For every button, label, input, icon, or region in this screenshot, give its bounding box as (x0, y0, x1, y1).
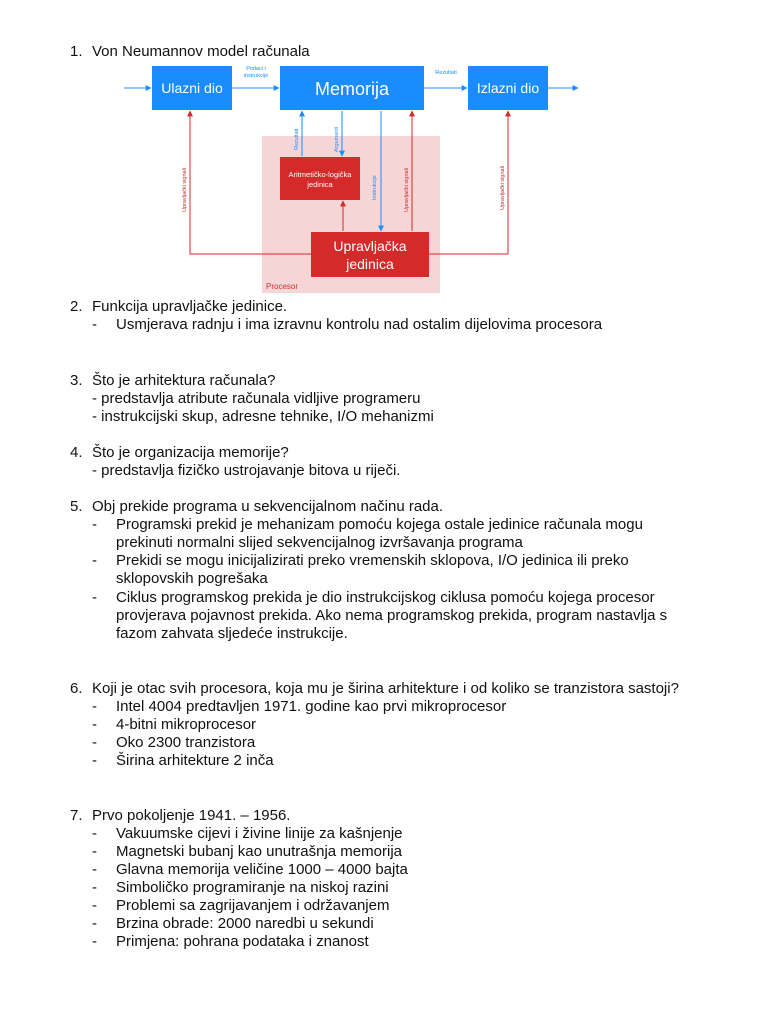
bullet-text: Glavna memorija veličine 1000 – 4000 bajta (116, 861, 408, 878)
bullet-dash: - (92, 552, 97, 569)
bullet-text: Prekidi se mogu inicijalizirati preko vremenskih sklopova, I/O jedinica ili preko sklopovskih pogrešaka (116, 552, 629, 587)
bullet-text: Brzina obrade: 2000 naredbi u sekundi (116, 915, 374, 932)
bullet-dash: - (92, 516, 97, 533)
alu-label-1: Aritmetičko-logička (288, 170, 352, 179)
bullet-dash: - (92, 879, 97, 896)
bullet-text: Širina arhitekture 2 inča (116, 752, 274, 769)
bullet-text: Magnetski bubanj kao unutrašnja memorija (116, 843, 402, 860)
control-label-2: jedinica (346, 256, 394, 272)
question-2 (70, 298, 287, 316)
input-label: Ulazni dio (161, 80, 223, 96)
question-7 (70, 807, 290, 825)
question-text: Što je organizacija memorije? (92, 444, 289, 461)
edge-label-arguments: Argumenti (334, 126, 340, 152)
question-number: 2. (70, 298, 83, 315)
bullet-dash: - (92, 843, 97, 860)
memory-label: Memorija (314, 79, 390, 99)
question-5 (70, 498, 443, 516)
bullet-text: Usmjerava radnju i ima izravnu kontrolu nad ostalim dijelovima procesora (116, 316, 603, 333)
edge-label-data-1: Podaci i (246, 66, 266, 72)
edge-label-results-mem: Rezultati (294, 128, 300, 150)
question-text: Obj prekide programa u sekvencijalnom načinu rada. (92, 498, 444, 515)
bullet-text: Intel 4004 predtavljen 1971. godine kao prvi mikroprocesor (116, 698, 507, 715)
bullet-dash: - (92, 734, 97, 751)
bullet-dash: - (92, 316, 97, 333)
edge-label-ctrl-right: Upravljački signali (500, 165, 506, 210)
edge-label-data-2: instrukcije (243, 73, 269, 79)
bullet-dash: - (92, 861, 97, 878)
question-number: 4. (70, 444, 83, 461)
bullet-dash: - (92, 752, 97, 769)
output-label: Izlazni dio (476, 80, 540, 96)
bullet-text: Vakuumske cijevi i živine linije za kašnjenje (116, 825, 403, 842)
bullet-text: Primjena: pohrana podataka i znanost (116, 933, 369, 950)
alu-label-2: jedinica (307, 180, 333, 189)
control-label-1: Upravljačka (333, 238, 407, 254)
question-text: Što je arhitektura računala? (92, 372, 276, 389)
question-3 (70, 372, 275, 390)
question-number: 5. (70, 498, 83, 515)
bullet-dash: - (92, 825, 97, 842)
bullet-text: Problemi sa zagrijavanjem i održavanjem (116, 897, 390, 914)
bullet-text: 4-bitni mikroprocesor (116, 716, 257, 733)
question-number: 1. (70, 43, 83, 60)
answer-line: - instrukcijski skup, adresne tehnike, I/O mehanizmi (92, 408, 434, 425)
question-text: Prvo pokoljenje 1941. – 1956. (92, 807, 291, 824)
question-number: 6. (70, 680, 83, 697)
bullet-text: Ciklus programskog prekida je dio instrukcijskog ciklusa pomoću kojega procesor provjerava pojavnost prekida. Ako nema programskog prekida, program nastavlja s fazom zahvata sljedeće instrukcije. (116, 589, 668, 642)
question-text: Koji je otac svih procesora, koja mu je širina arhitekture i od koliko se tranzistora sastoji? (92, 680, 679, 697)
question-text: Funkcija upravljačke jedinice. (92, 298, 288, 315)
question-text: Von Neumannov model računala (92, 43, 310, 60)
edge-label-results-top: Rezultati (435, 70, 457, 76)
question-6 (70, 680, 720, 698)
arrow-control-output (429, 111, 508, 254)
bullet-dash: - (92, 897, 97, 914)
edge-label-ctrl-left: Upravljački signali (182, 167, 188, 212)
edge-label-instructions: Instrukcije (372, 175, 378, 200)
bullet-text: Programski prekid je mehanizam pomoću kojega ostale jedinice računala mogu prekinuti normalni slijed sekvencijalnog izvršavanja programa (116, 516, 643, 551)
answer-line: - predstavlja fizičko ustrojavanje bitova u riječi. (92, 462, 401, 479)
edge-label-ctrl-mid: Upravljački signali (404, 167, 410, 212)
question-number: 7. (70, 807, 83, 824)
bullet-dash: - (92, 915, 97, 932)
bullet-dash: - (92, 716, 97, 733)
answer-line: - predstavlja atribute računala vidljive programeru (92, 390, 421, 407)
bullet-dash: - (92, 589, 97, 606)
bullet-text: Simboličko programiranje na niskoj razini (116, 879, 389, 896)
bullet-dash: - (92, 933, 97, 950)
von-neumann-diagram (0, 0, 768, 300)
question-4 (70, 444, 289, 462)
bullet-text: Oko 2300 tranzistora (116, 734, 256, 751)
question-number: 3. (70, 372, 83, 389)
bullet-dash: - (92, 698, 97, 715)
processor-label: Procesor (266, 282, 299, 291)
